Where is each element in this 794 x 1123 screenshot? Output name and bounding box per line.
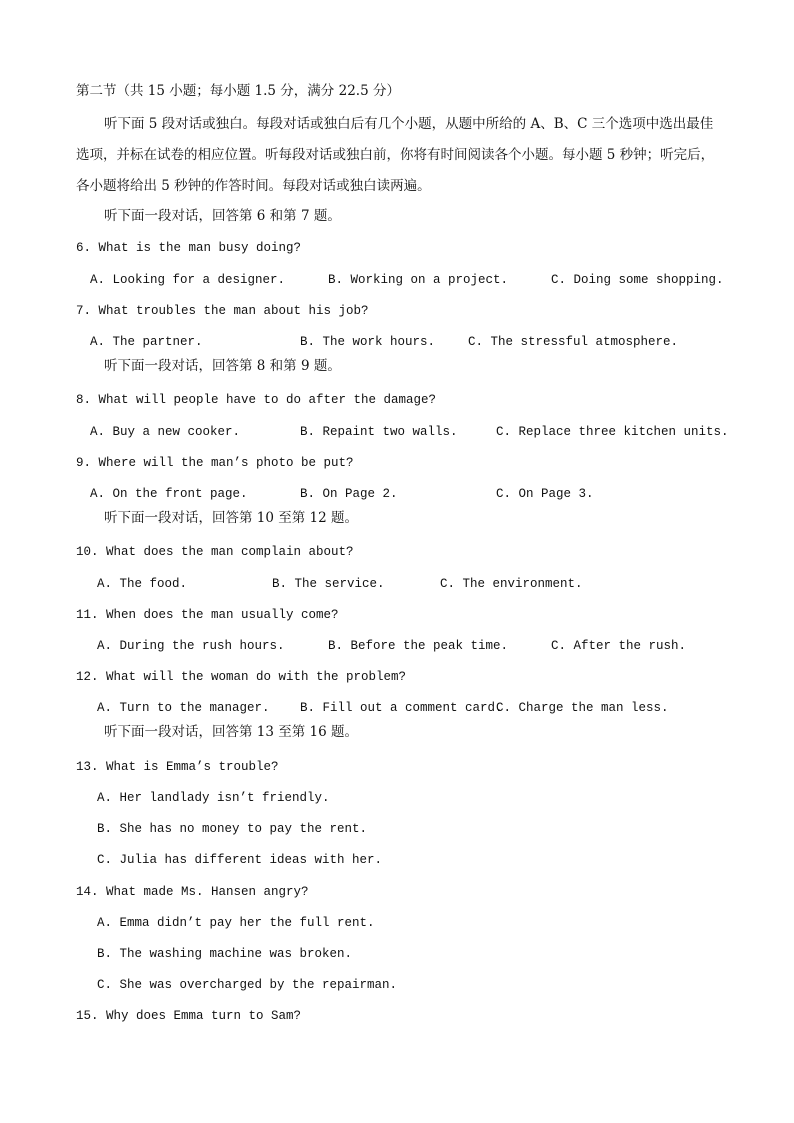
option-a: A. On the front page. xyxy=(90,487,248,501)
option-b: B. She has no money to pay the rent. xyxy=(97,822,368,836)
question-stem: 9. Where will the man’s photo be put? xyxy=(76,456,354,470)
option-a: A. During the rush hours. xyxy=(97,639,285,653)
option-a: A. Looking for a designer. xyxy=(90,273,286,287)
section-heading: 第二节（共 15 小题；每小题 1.5 分，满分 22.5 分） xyxy=(76,83,400,99)
option-a: A. Emma didn’t pay her the full rent. xyxy=(97,916,375,930)
question-stem: 10. What does the man complain about? xyxy=(76,545,354,559)
option-b: B. The service. xyxy=(272,577,385,591)
option-a: A. Turn to the manager. xyxy=(97,701,270,715)
option-a: A. The food. xyxy=(97,577,188,591)
option-c: C. She was overcharged by the repairman. xyxy=(97,978,398,992)
option-a: A. Her landlady isn’t friendly. xyxy=(97,791,330,805)
option-a: A. Buy a new cooker. xyxy=(90,425,241,439)
instructions-line-3: 各小题将给出 5 秒钟的作答时间。每段对话或独白读两遍。 xyxy=(76,178,431,194)
question-stem: 12. What will the woman do with the problem? xyxy=(76,670,407,684)
question-stem: 15. Why does Emma turn to Sam? xyxy=(76,1009,302,1023)
option-b: B. The work hours. xyxy=(300,335,436,349)
group-intro: 听下面一段对话，回答第 8 和第 9 题。 xyxy=(104,358,341,374)
option-b: B. Fill out a comment card. xyxy=(300,701,503,715)
option-b: B. Working on a project. xyxy=(328,273,509,287)
question-stem: 14. What made Ms. Hansen angry? xyxy=(76,885,309,899)
option-c: C. The environment. xyxy=(440,577,583,591)
question-stem: 7. What troubles the man about his job? xyxy=(76,304,369,318)
option-c: C. Replace three kitchen units. xyxy=(496,425,729,439)
question-stem: 8. What will people have to do after the damage? xyxy=(76,393,437,407)
option-c: C. Julia has different ideas with her. xyxy=(97,853,383,867)
instructions-line-2: 选项，并标在试卷的相应位置。听每段对话或独白前，你将有时间阅读各个小题。每小题 5 秒钟；听完后， xyxy=(76,147,715,163)
question-stem: 6. What is the man busy doing? xyxy=(76,241,302,255)
option-c: C. After the rush. xyxy=(551,639,687,653)
option-c: C. On Page 3. xyxy=(496,487,594,501)
group-intro: 听下面一段对话，回答第 6 和第 7 题。 xyxy=(104,208,341,224)
option-b: B. Repaint two walls. xyxy=(300,425,458,439)
option-c: C. Charge the man less. xyxy=(496,701,669,715)
question-stem: 13. What is Emma’s trouble? xyxy=(76,760,279,774)
option-b: B. Before the peak time. xyxy=(328,639,509,653)
option-b: B. The washing machine was broken. xyxy=(97,947,353,961)
question-stem: 11. When does the man usually come? xyxy=(76,608,339,622)
option-c: C. The stressful atmosphere. xyxy=(468,335,679,349)
group-intro: 听下面一段对话，回答第 13 至第 16 题。 xyxy=(104,724,359,740)
option-c: C. Doing some shopping. xyxy=(551,273,724,287)
instructions-line-1: 听下面 5 段对话或独白。每段对话或独白后有几个小题，从题中所给的 A、B、C 三个选项中选出最佳 xyxy=(104,116,714,132)
option-b: B. On Page 2. xyxy=(300,487,398,501)
option-a: A. The partner. xyxy=(90,335,203,349)
group-intro: 听下面一段对话，回答第 10 至第 12 题。 xyxy=(104,510,359,526)
